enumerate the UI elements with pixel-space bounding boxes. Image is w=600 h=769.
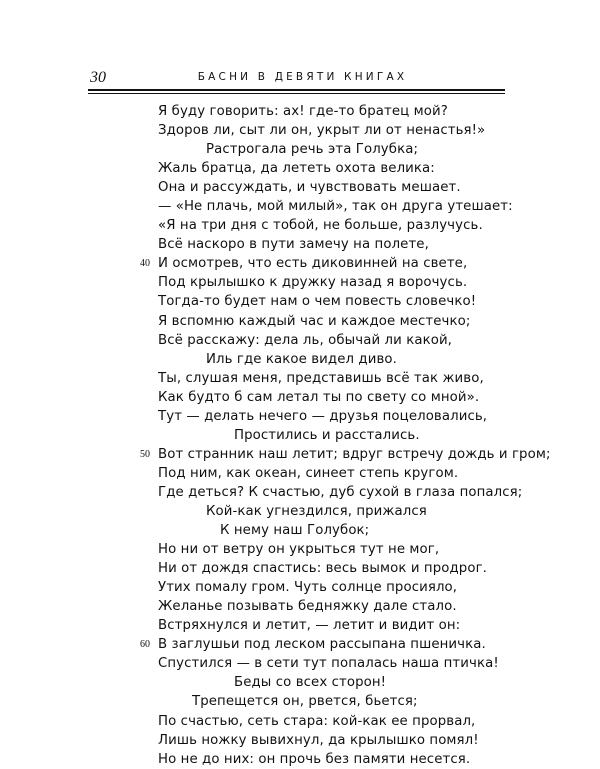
running-header	[88, 66, 505, 88]
verse-line: Под крылышко к дружку назад я ворочусь.	[158, 275, 468, 291]
verse-line: Я буду говорить: ах! где-то братец мой?	[158, 104, 448, 119]
verse-line: Всё расскажу: дела ль, обычай ли какой,	[158, 332, 453, 348]
verse-line: Но ни от ветру он укрыться тут не мог,	[158, 542, 440, 558]
verse-line: Трепещется он, рвется, бьется;	[192, 694, 418, 710]
verse-line: Беды со всех сторон!	[234, 675, 387, 691]
verse-line: Под ним, как океан, синеет степь кругом.	[158, 465, 459, 481]
verse-line: Ни от дождя спастись: весь вымок и продрог.	[158, 561, 487, 577]
verse-line: Здоров ли, сыт ли он, укрыт ли от ненастья!»	[158, 123, 486, 139]
verse-line: Встряхнулся и летит, — летит и видит он:	[158, 618, 461, 634]
verse-line: По счастью, сеть стара: кой-как ее прорвал,	[158, 713, 476, 729]
verse-line: К нему наш Голубок;	[220, 523, 370, 539]
page-number: 30	[90, 69, 106, 86]
verse-line: Жаль братца, да лететь охота велика:	[158, 161, 435, 177]
header-rule-thin	[88, 93, 505, 94]
verse-line: «Я на три дня с тобой, не больше, разлучусь.	[158, 218, 483, 234]
verse-line: Всё наскоро в пути замечу на полете,	[158, 237, 429, 253]
verse-line: Как будто б сам летал ты по свету со мной».	[158, 389, 480, 405]
verse-line: 50 Вот странник наш летит; вдруг встречу дождь и гром;	[158, 445, 518, 464]
poem-text	[140, 102, 551, 769]
verse-line: Иль где какое видел диво.	[206, 351, 397, 367]
verse-line: 60 В заглушьи под леском рассыпана пшеничка.	[158, 635, 518, 654]
verse-line: Спустился — в сети тут попалась наша птичка!	[158, 656, 499, 672]
verse-line: Ты, слушая меня, представишь всё так живо,	[158, 370, 484, 386]
verse-line: Лишь ножку вывихнул, да крылышко помял!	[158, 732, 479, 748]
running-title: БАСНИ В ДЕВЯТИ КНИГАХ	[197, 71, 408, 83]
verse-line: Утих помалу гром. Чуть солнце просияло,	[158, 580, 458, 596]
verse-line: 40 И осмотрев, что есть диковинней на свете,	[158, 254, 518, 273]
verse-line: Кой-как угнездился, прижался	[206, 503, 427, 519]
verse-line: Она и рассуждать, и чувствовать мешает.	[158, 180, 461, 196]
verse-line: Но не до них: он прочь без памяти несется.	[158, 751, 471, 767]
header-rule-thick	[88, 89, 505, 91]
verse-line: Желанье позывать бедняжку дале стало.	[158, 599, 457, 615]
verse-line: — «Не плачь, мой милый», так он друга утешает:	[158, 199, 513, 215]
line-number: 50	[140, 448, 150, 460]
verse-line: Тогда-то будет нам о чем повесть словечко!	[158, 294, 477, 310]
verse-line: Простились и расстались.	[234, 427, 420, 443]
verse-line: Я вспомню каждый час и каждое местечко;	[158, 313, 471, 329]
verse-line: Растрогала речь эта Голубка;	[206, 142, 419, 158]
line-number: 60	[140, 639, 150, 651]
line-number: 40	[140, 258, 150, 270]
verse-line: Тут — делать нечего — друзья поцеловались,	[158, 408, 488, 424]
verse-line: Где деться? К счастью, дуб сухой в глаза попался;	[158, 484, 523, 500]
